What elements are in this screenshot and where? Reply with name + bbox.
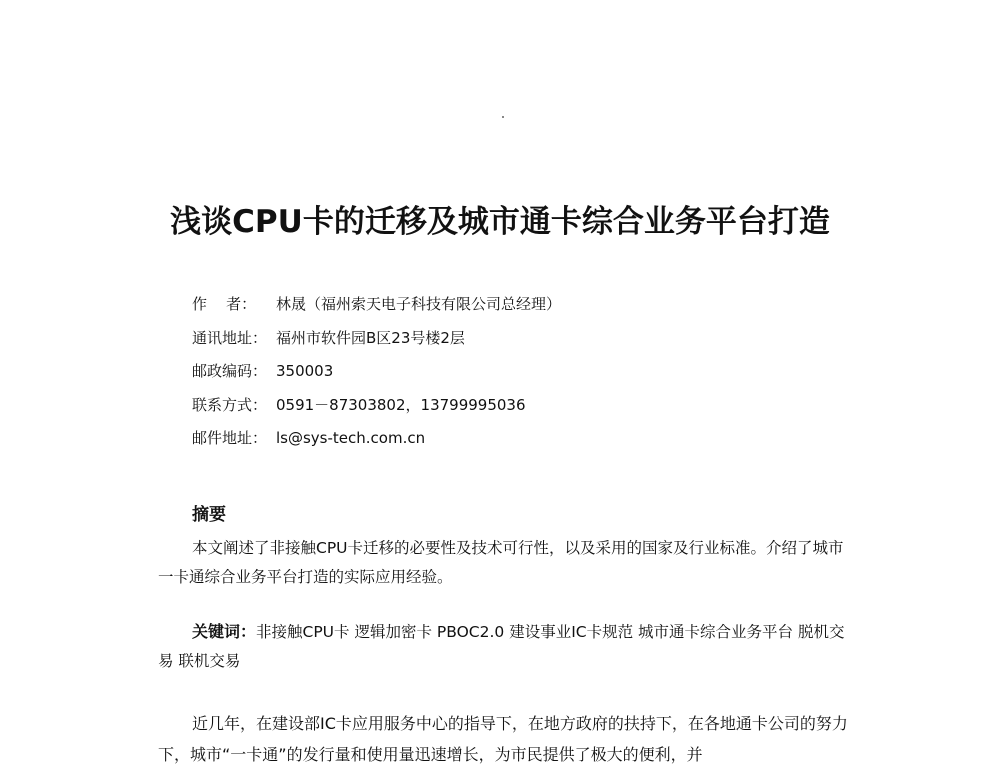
contact-value: 0591－87303802，13799995036	[276, 395, 526, 414]
keywords-label: 关键词：	[192, 622, 257, 641]
body-paragraph-text: 近几年，在建设部IC卡应用服务中心的指导下，在地方政府的扶持下，在各地通卡公司的努力下，城市“一卡通”的发行量和使用量迅速增长，为市民提供了极大的便利，并	[158, 714, 848, 764]
address-label: 通讯地址：	[192, 328, 268, 347]
paper-title: 浅谈CPU卡的迁移及城市通卡综合业务平台打造	[170, 204, 830, 240]
keywords	[158, 617, 848, 676]
scan-speck	[502, 116, 504, 118]
abstract-text	[158, 534, 848, 592]
address-value: 福州市软件园B区23号楼2层	[276, 328, 465, 347]
address-row	[192, 326, 561, 360]
email-label: 邮件地址：	[192, 429, 268, 447]
author-info	[192, 292, 561, 460]
postcode-label: 邮政编码：	[192, 362, 268, 380]
body-paragraph	[158, 708, 858, 770]
contact-label: 联系方式：	[192, 395, 268, 414]
keywords-list: 非接触CPU卡 逻辑加密卡 PBOC2.0 建设事业IC卡规范 城市通卡综合业务平台 脱机交易 联机交易	[158, 623, 845, 670]
postcode-value: 350003	[276, 362, 334, 380]
contact-row	[192, 393, 561, 427]
author-row	[192, 292, 561, 326]
email-row	[192, 426, 561, 460]
abstract-body: 本文阐述了非接触CPU卡迁移的必要性及技术可行性，以及采用的国家及行业标准。介绍了城市一卡通综合业务平台打造的实际应用经验。	[158, 539, 844, 586]
postcode-row	[192, 359, 561, 393]
author-label: 作 者：	[192, 295, 257, 313]
abstract-heading: 摘要	[192, 505, 226, 525]
email-value: ls@sys-tech.com.cn	[276, 429, 426, 447]
author-value: 林晟（福州索天电子科技有限公司总经理）	[276, 295, 562, 313]
